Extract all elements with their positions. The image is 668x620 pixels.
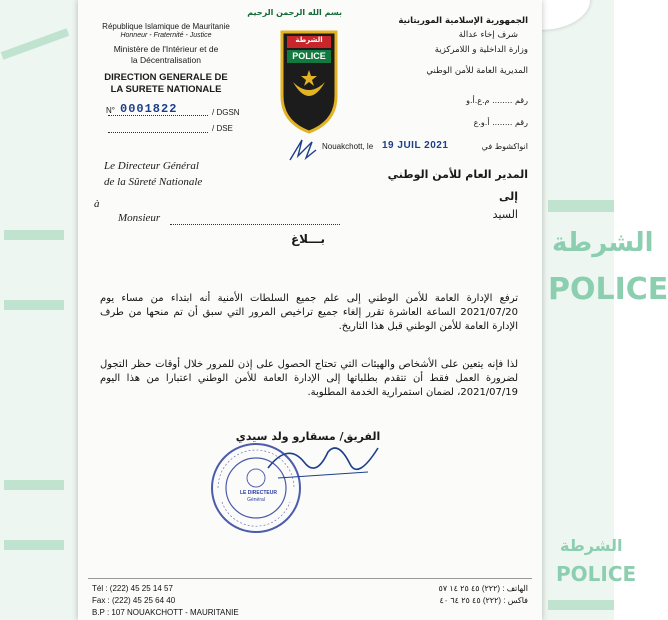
ref2-ar: رقم ........ أ.و.ع <box>473 118 528 127</box>
republic-name-ar: الجمهورية الإسلامية الموريتانية <box>398 16 528 26</box>
basmala: بسم الله الرحمن الرحيم <box>247 8 342 17</box>
date-place-ar: انواكشوط في <box>481 142 528 151</box>
ref-prefix: N° <box>106 106 115 115</box>
bg-stripe <box>1 28 70 59</box>
body-paragraph-2: لذا فإنه يتعين على الأشخاص والهيئات التي تحتاج الحصول على إذن للمرور خلال أوقات حظر التجول لضرورة العمل فقط أن تتقدم بطلباتها إلى الإدارة العامة للأمن الوطني اعتبارا من هذا اليوم 2021/07/19، لضمان استمرارية الخدمة المطلوبة. <box>100 359 518 398</box>
directorate-ar: المديرية العامة للأمن الوطني <box>426 66 528 76</box>
bg-stripe <box>548 600 614 610</box>
body-paragraph-1: ترفع الإدارة العامة للأمن الوطني إلى علم جميع السلطات الأمنية أنه ابتداء من مساء يوم 2021/07/20 الساعة العاشرة تقرر إلغاء جميع تراخيص المرور التي سبق أن تم منحها من طرف الإدارة العامة للأمن الوطني قبل هذا التاريخ. <box>100 293 518 332</box>
bg-police-arabic: الشرطة <box>552 228 654 258</box>
emblem-label-ar: الشرطة <box>295 36 323 44</box>
bg-police-arabic-small: الشرطة <box>560 536 623 555</box>
ref-dgsn: / DGSN <box>212 108 240 117</box>
official-stamp-icon <box>208 440 304 536</box>
date-place: Nouakchott, le <box>322 142 374 151</box>
ministry-ar: وزارة الداخلية و اللامركزية <box>434 45 528 55</box>
ref1-ar: رقم ........ م.ع.أ.و <box>466 96 528 105</box>
ref-dse: / DSE <box>212 124 233 133</box>
signature-name: الفريق/ مسقارو ولد سيدي <box>235 430 381 443</box>
subject-title: بـــلاغ <box>290 232 326 246</box>
recipient-title-fr: Monsieur <box>118 212 161 224</box>
recipient-to-ar: إلى <box>498 190 518 203</box>
recipient-to-fr: à <box>94 198 100 210</box>
stamp-inner-line2: Général <box>247 497 265 503</box>
bg-stripe <box>4 540 64 550</box>
footer-fax-ar: فاكس : (٢٢٢) ٤٥ ٢٥ ٦٤ ٤٠ <box>439 596 528 605</box>
sender-fr-line1: Le Directeur Général <box>104 160 199 172</box>
initials-scribble-icon <box>288 136 318 164</box>
ref2-dotted-line <box>108 132 208 133</box>
bg-stripe <box>4 230 64 240</box>
bg-stripe <box>4 480 64 490</box>
directorate-line1-fr: DIRECTION GENERALE DE <box>104 72 228 83</box>
motto-fr: Honneur - Fraternité - Justice <box>120 32 212 39</box>
sender-ar: المدير العام للأمن الوطني <box>387 168 528 181</box>
directorate-line2-fr: LA SURETE NATIONALE <box>110 84 222 95</box>
letter-page <box>78 0 542 620</box>
footer-fax: Fax : (222) 45 25 64 40 <box>92 596 176 605</box>
motto-ar: شرف إخاء عدالة <box>458 30 518 40</box>
bg-police-text: POLICE <box>548 272 668 307</box>
bg-stripe <box>4 300 64 310</box>
recipient-title-ar: السيد <box>492 208 518 221</box>
ministry-line1-fr: Ministère de l'Intérieur et de <box>113 44 219 54</box>
ref-dotted-line <box>108 115 208 116</box>
footer-tel-ar: الهاتف : (٢٢٢) ٤٥ ٢٥ ١٤ ٥٧ <box>438 584 528 593</box>
stamp-inner-line1: LE DIRECTEUR <box>240 490 277 496</box>
footer-divider <box>88 578 532 579</box>
footer-bp: B.P : 107 NOUAKCHOTT - MAURITANIE <box>92 608 239 617</box>
recipient-dotted-line <box>170 224 340 225</box>
bg-stripe <box>548 200 614 212</box>
date-value: 19 JUIL 2021 <box>382 140 449 151</box>
emblem-label-fr: POLICE <box>292 51 326 61</box>
footer-tel: Tél : (222) 45 25 14 57 <box>92 584 173 593</box>
republic-name-fr: République Islamique de Mauritanie <box>102 22 230 31</box>
sender-fr-line2: de la Sûreté Nationale <box>104 176 203 188</box>
ref-number: 0001822 <box>120 102 178 116</box>
bg-police-text-small: POLICE <box>556 562 637 586</box>
ministry-line2-fr: la Décentralisation <box>131 55 201 65</box>
